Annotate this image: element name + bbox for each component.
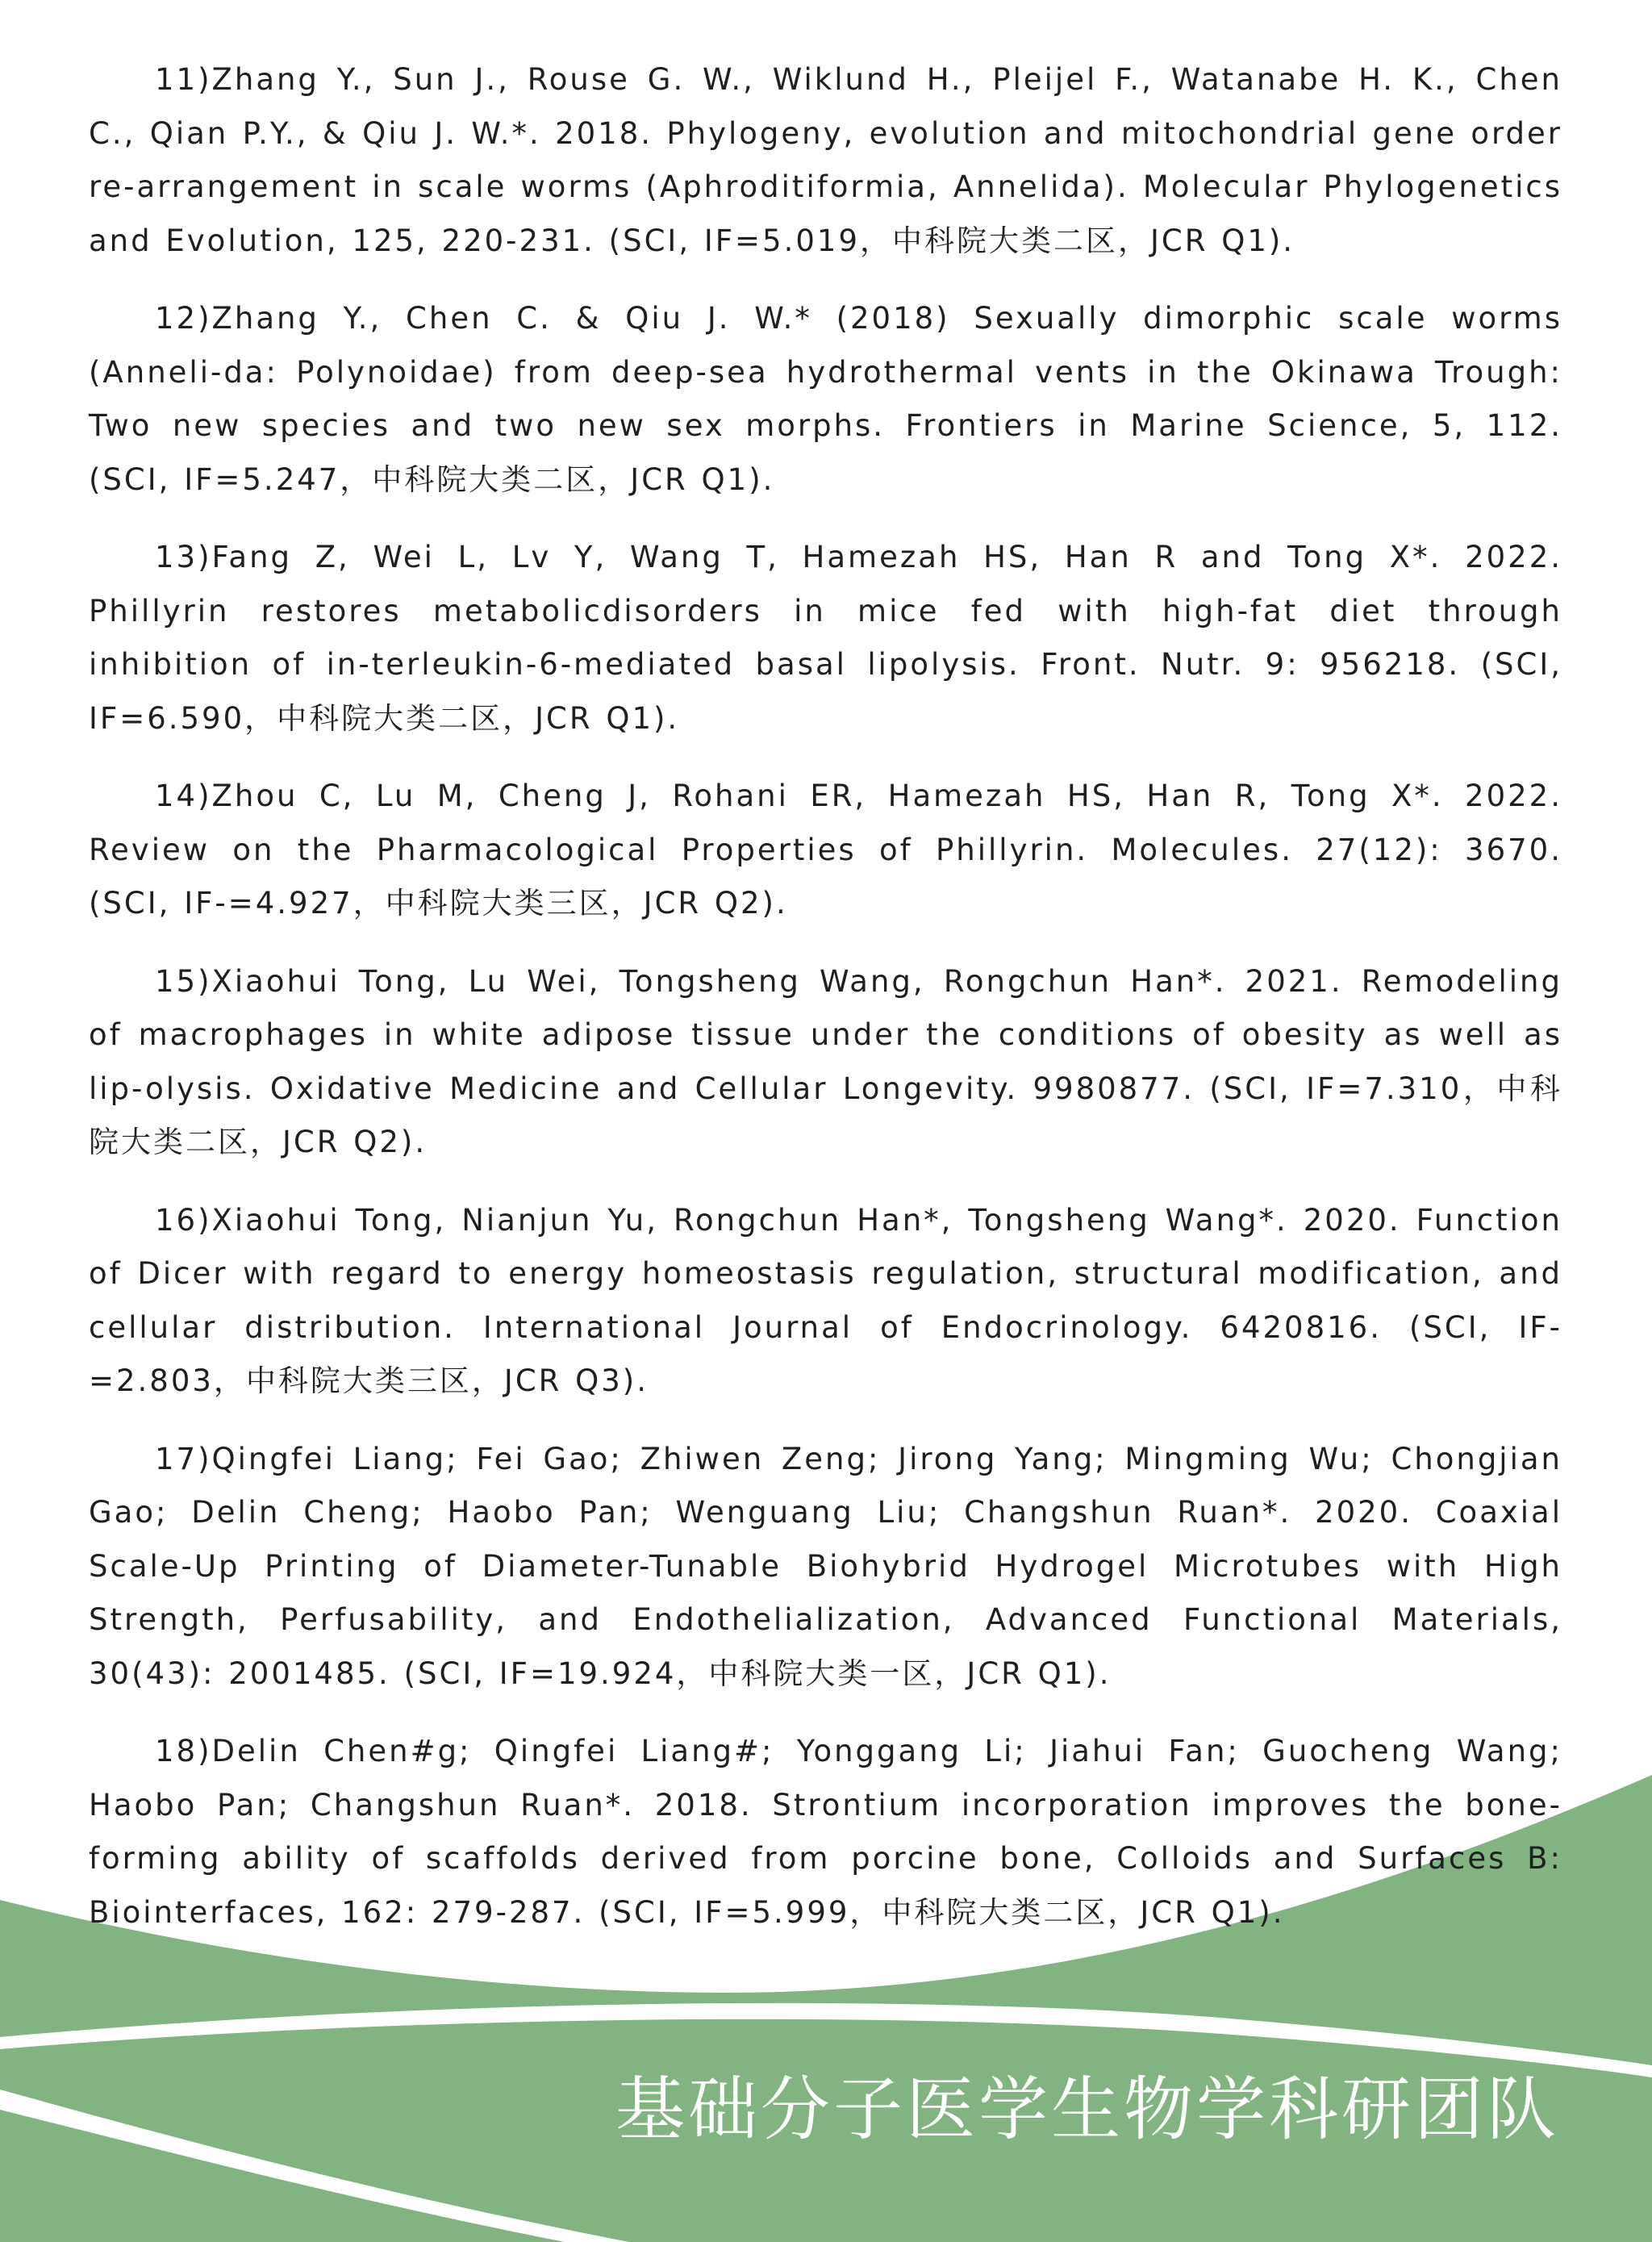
reference-item-12: 12)Zhang Y., Chen C. & Qiu J. W.* (2018) Sexually dimorphic scale worms (Anneli-da: Polynoidae) from deep-sea hydrothermal vents in the Okinawa Trough: Two new species and two new sex morphs. Frontiers in Marine Science, 5, 112. (SCI, IF=5.247，中科院大类二区，JCR Q1).: [89, 301, 1562, 497]
reference-item-14: 14)Zhou C, Lu M, Cheng J, Rohani ER, Hamezah HS, Han R, Tong X*. 2022. Review on the Pharmacological Properties of Phillyrin. Molecules. 27(12): 3670. (SCI, IF-=4.927，中科院大类三区，JCR Q2).: [89, 779, 1562, 921]
reference-list: [89, 53, 1562, 1964]
reference-item-11: 11)Zhang Y., Sun J., Rouse G. W., Wiklund H., Pleijel F., Watanabe H. K., Chen C., Qian P.Y., & Qiu J. W.*. 2018. Phylogeny, evolution and mitochondrial gene order re-arrangement in scale worms (Aphroditiformia, Annelida). Molecular Phylogenetics and Evolution, 125, 220-231. (SCI, IF=5.019，中科院大类二区，JCR Q1).: [89, 62, 1562, 258]
reference-item-13: 13)Fang Z, Wei L, Lv Y, Wang T, Hamezah HS, Han R and Tong X*. 2022. Phillyrin restores metabolicdisorders in mice fed with high-fat diet through inhibition of in-terleukin-6-mediated basal lipolysis. Front. Nutr. 9: 956218. (SCI, IF=6.590，中科院大类二区，JCR Q1).: [89, 540, 1562, 736]
reference-item-18: 18)Delin Chen#g; Qingfei Liang#; Yonggang Li; Jiahui Fan; Guocheng Wang; Haobo Pan; Changshun Ruan*. 2018. Strontium incorporation improves the bone-forming ability of scaffolds derived from porcine bone, Colloids and Surfaces B: Biointerfaces, 162: 279-287. (SCI, IF=5.999，中科院大类二区，JCR Q1).: [89, 1734, 1562, 1930]
reference-item-16: 16)Xiaohui Tong, Nianjun Yu, Rongchun Han*, Tongsheng Wang*. 2020. Function of Dicer with regard to energy homeostasis regulation, structural modification, and cellular distribution. International Journal of Endocrinology. 6420816. (SCI, IF-=2.803，中科院大类三区，JCR Q3).: [89, 1202, 1562, 1398]
team-name-footer: 基础分子医学生物学科研团队: [615, 2069, 1559, 2150]
reference-item-17: 17)Qingfei Liang; Fei Gao; Zhiwen Zeng; Jirong Yang; Mingming Wu; Chongjian Gao; Delin Cheng; Haobo Pan; Wenguang Liu; Changshun Ruan*. 2020. Coaxial Scale-Up Printing of Diameter-Tunable Biohybrid Hydrogel Microtubes with High Strength, Perfusability, and Endothelialization, Advanced Functional Materials, 30(43): 2001485. (SCI, IF=19.924，中科院大类一区，JCR Q1).: [89, 1441, 1562, 1691]
reference-item-15: 15)Xiaohui Tong, Lu Wei, Tongsheng Wang, Rongchun Han*. 2021. Remodeling of macrophages in white adipose tissue under the conditions of obesity as well as lip-olysis. Oxidative Medicine and Cellular Longevity. 9980877. (SCI, IF=7.310，中科院大类二区，JCR Q2).: [89, 963, 1562, 1159]
